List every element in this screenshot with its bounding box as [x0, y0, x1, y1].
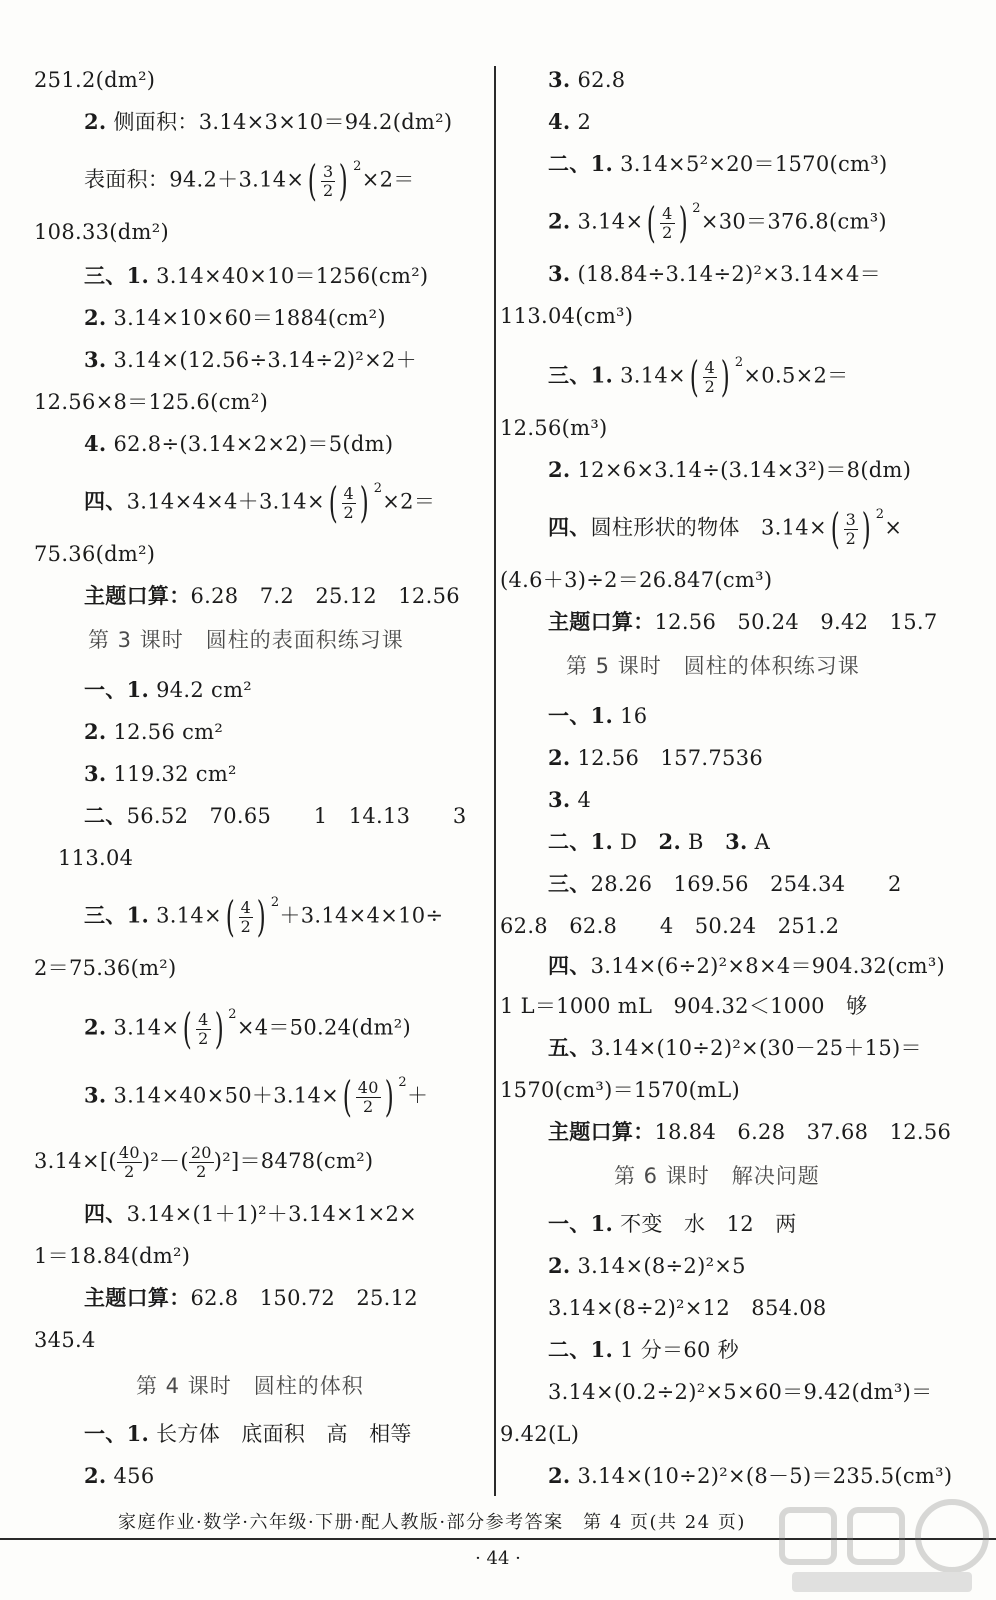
answer-line: 一、1. 16: [548, 703, 648, 728]
watermark-logo-icon: [772, 1488, 992, 1598]
mental-math-line: 主题口算：12.56 50.24 9.42 15.7: [548, 609, 938, 634]
answer-line: 2. 12×6×3.14÷(3.14×3²)＝8(dm): [548, 457, 912, 482]
answer-line: 3. 119.32 cm²: [84, 761, 237, 786]
mental-math-line: 主题口算：18.84 6.28 37.68 12.56: [548, 1119, 952, 1144]
fraction: ( 4 2 ) $^2$: [647, 198, 701, 247]
answer-line: 三、1. 3.14×40×10＝1256(cm²): [84, 263, 429, 288]
answer-line: 四、3.14×(6÷2)²×8×4＝904.32(cm³): [548, 953, 946, 978]
fraction: 20 2: [190, 1143, 212, 1181]
answer-line: 一、1. 长方体 底面积 高 相等: [84, 1421, 412, 1446]
answer-line: 2. 3.14×(8÷2)²×5: [548, 1253, 746, 1278]
answer-line: 3. 62.8: [548, 67, 626, 92]
column-divider: [494, 66, 496, 1496]
answer-line: 二、1. 1 分＝60 秒: [548, 1337, 739, 1362]
answer-line: 2. 456: [84, 1463, 155, 1488]
footer-text: 家庭作业·数学·六年级·下册·配人教版·部分参考答案 第 4 页(共 24 页): [118, 1512, 746, 1533]
answer-line: 四、圆柱形状的物体 3.14× ( 3 2 ) $^2$ ×: [548, 504, 903, 553]
answer-line: 12.56×8＝125.6(cm²): [34, 390, 269, 414]
answer-line: 4. 62.8÷(3.14×2×2)＝5(dm): [84, 431, 394, 456]
answer-line: 3.14×(0.2÷2)²×5×60＝9.42(dm³)＝: [548, 1380, 933, 1404]
section-heading: 第 4 课时 圆柱的体积: [136, 1374, 364, 1398]
fraction: ( 4 2 ) $^2$: [328, 478, 383, 527]
fraction: ( 4 2 ) $^2$: [689, 352, 744, 401]
answer-line: 3. 3.14×(12.56÷3.14÷2)²×2＋: [84, 347, 417, 372]
mental-math-line: 主题口算：62.8 150.72 25.12: [84, 1285, 418, 1310]
answer-line: 113.04: [58, 846, 134, 870]
answer-line: 二、1. D 2. B 3. A: [548, 829, 771, 854]
answer-line: 62.8 62.8 4 50.24 251.2: [500, 914, 840, 938]
answer-line: 四、3.14×4×4＋3.14× ( 4 2 ) $^2$ ×2＝: [84, 478, 436, 527]
answer-line: 2. 侧面积：3.14×3×10＝94.2(dm²): [84, 109, 453, 134]
answer-line: 三、1. 3.14× ( 4 2 ) $^2$ ＋3.14×4×10÷: [84, 892, 444, 941]
answer-line: 三、28.26 169.56 254.34 2: [548, 871, 902, 896]
answer-line: 2. 3.14× ( 4 2 ) $^2$ ×4＝50.24(dm²): [84, 1004, 411, 1053]
answer-line: 9.42(L): [500, 1422, 580, 1446]
answer-line: 2. 12.56 157.7536: [548, 745, 764, 770]
fraction: ( 4 2 ) $^2$: [183, 1004, 237, 1053]
answer-line: 2. 3.14× ( 4 2 ) $^2$ ×30＝376.8(cm³): [548, 198, 887, 247]
answer-line: 345.4: [34, 1328, 96, 1352]
section-heading: 第 6 课时 解决问题: [614, 1164, 820, 1188]
answer-line: 二、1. 3.14×5²×20＝1570(cm³): [548, 151, 888, 176]
answer-line: 二、56.52 70.65 1 14.13 3: [84, 803, 467, 828]
answer-line: 3. 4: [548, 787, 592, 812]
answer-line: 3. (18.84÷3.14÷2)²×3.14×4＝: [548, 261, 881, 286]
answer-line: 四、3.14×(1＋1)²＋3.14×1×2×: [84, 1201, 418, 1226]
answer-line: 3. 3.14×40×50＋3.14× ( 40 2 ) $^2$ ＋: [84, 1072, 429, 1121]
answer-line: 1570(cm³)＝1570(mL): [500, 1078, 741, 1102]
page-number: · 44 ·: [475, 1548, 521, 1569]
answer-line: 五、3.14×(10÷2)²×(30－25＋15)＝: [548, 1035, 922, 1060]
mental-math-line: 主题口算：6.28 7.2 25.12 12.56: [84, 583, 460, 608]
fraction: 40 2: [118, 1143, 140, 1181]
fraction: ( 3 2 ) $^2$: [830, 504, 885, 553]
answer-line: 1 L＝1000 mL 904.32＜1000 够: [500, 994, 868, 1018]
section-heading: 第 5 课时 圆柱的体积练习课: [566, 654, 860, 678]
answer-line: 75.36(dm²): [34, 542, 156, 566]
fraction: ( 4 2 ) $^2$: [225, 892, 280, 941]
answer-line: 三、1. 3.14× ( 4 2 ) $^2$ ×0.5×2＝: [548, 352, 849, 401]
answer-line: 1＝18.84(dm²): [34, 1244, 191, 1268]
answer-line: 12.56(m³): [500, 416, 608, 440]
fraction: ( 40 2 ) $^2$: [342, 1072, 407, 1121]
answer-line: 251.2(dm²): [34, 68, 156, 92]
answer-line: 2. 12.56 cm²: [84, 719, 224, 744]
answer-line: 2＝75.36(m²): [34, 956, 177, 980]
answer-line: 3.14×[( 40 2 )²－( 20 2 )²]＝8478(cm²): [34, 1143, 374, 1181]
answer-line: 3.14×(8÷2)²×12 854.08: [548, 1296, 827, 1320]
answer-line: 2. 3.14×10×60＝1884(cm²): [84, 305, 386, 330]
answer-line: 一、1. 不变 水 12 两: [548, 1211, 797, 1236]
fraction: ( 3 2 ) $^2$: [308, 156, 362, 205]
answer-line: 4. 2: [548, 109, 592, 134]
answer-line: 一、1. 94.2 cm²: [84, 677, 253, 702]
answer-line: (4.6＋3)÷2＝26.847(cm³): [500, 568, 773, 592]
answer-line: 表面积：94.2＋3.14× ( 3 2 ) $^2$ ×2＝: [84, 156, 415, 205]
answer-line: 2. 3.14×(10÷2)²×(8－5)＝235.5(cm³): [548, 1463, 953, 1488]
answer-line: 113.04(cm³): [500, 304, 634, 328]
answer-line: 108.33(dm²): [34, 220, 169, 244]
section-heading: 第 3 课时 圆柱的表面积练习课: [88, 628, 404, 652]
